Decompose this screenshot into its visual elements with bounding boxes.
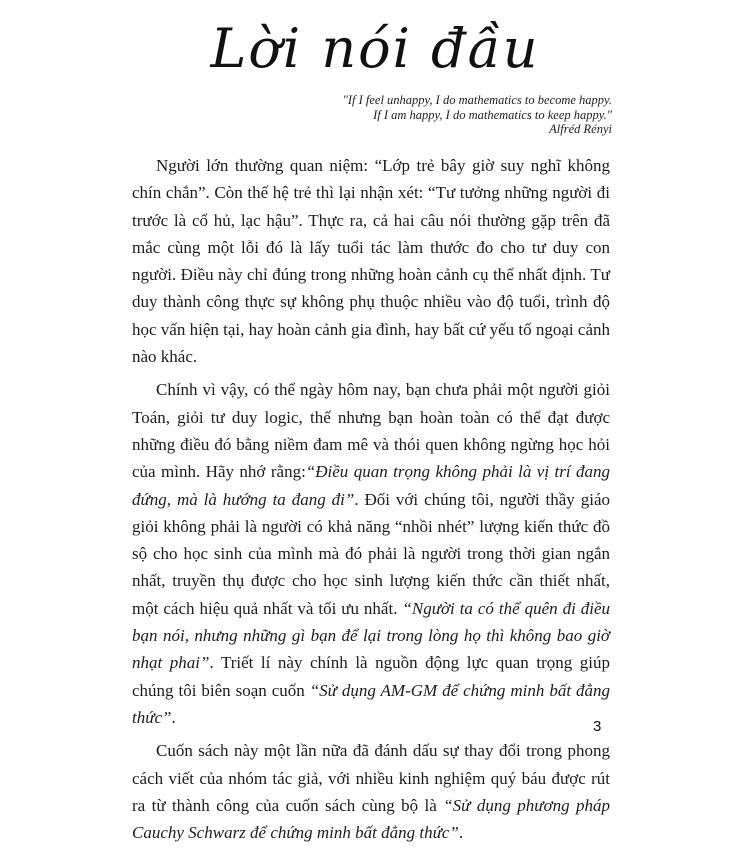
page-title: Lời nói đầu: [210, 17, 540, 80]
italic-quote: “Sử dụng phương pháp Cauchy Schwarz để chứng minh bất đẳng thức”: [132, 795, 610, 843]
text-segment: Cuốn sách này một lần nữa đã đánh dấu sự thay đổi trong phong cách viết của nhóm tác giả, với nhiều kinh nghiệm quý báu được rút ra từ thành công của cuốn sách cùng bộ là: [132, 741, 610, 815]
italic-quote: “Người ta có thể quên đi điều bạn nói, nhưng những gì bạn để lại trong lòng họ thì không bao giờ nhạt phai”: [132, 598, 611, 673]
text-segment: Chính vì vậy, có thể ngày hôm nay, bạn chưa phải một người giỏi Toán, giỏi tư duy logic, thế nhưng bạn hoàn toàn có thể đạt được những điều đó bằng niềm đam mê và thói quen không ngừng học hỏi của mình. Hãy nhớ rằng:: [132, 380, 610, 482]
epigraph-line-1: "If I feel unhappy, I do mathematics to become happy.: [342, 93, 612, 107]
page-number: 3: [593, 718, 602, 735]
epigraph-line-2: If I am happy, I do mathematics to keep happy.": [373, 107, 612, 122]
text-segment: Người lớn thường quan niệm: “Lớp trẻ bây giờ suy nghĩ không chín chắn”. Còn thế hệ trẻ thì lại nhận xét: “Tư tưởng những người đi trước là cổ hủ, lạc hậu”. Thực ra, cả hai câu nói thường gặp trên đã mắc cùng một lỗi đó là lấy tuổi tác làm thước đo cho tư duy con người. Điều này chỉ đúng trong những hoàn cảnh cụ thể nhất định. Tư duy thành công thực sự không phụ thuộc nhiều vào độ tuổi, trình độ học vấn hiện tại, hay hoàn cảnh gia đình, hay bất cứ yếu tố ngoại cảnh nào khác.: [132, 156, 610, 367]
text-segment: .: [171, 707, 176, 727]
epigraph-quote: [343, 93, 612, 137]
text-segment: . Triết lí này chính là nguồn động lực quan trọng giúp chúng tôi biên soạn cuốn: [132, 653, 611, 700]
italic-quote: “Sử dụng AM-GM để chứng minh bất đẳng thức”: [132, 680, 611, 727]
body-text: [132, 152, 610, 852]
paragraph-2: [132, 376, 610, 731]
italic-quote: “Điều quan trọng không phải là vị trí đang đứng, mà là hướng ta đang đi”: [132, 462, 610, 509]
text-segment: .: [458, 823, 464, 843]
text-segment: . Đối với chúng tôi, người thầy giáo giỏi không phải là người có khả năng “nhồi nhét” lượng kiến thức đồ sộ cho học sinh của mình mà đó phải là người trong thời gian ngắn nhất, truyền thụ được cho học sinh lượng kiến thức cần thiết nhất, một cách hiệu quả nhất và tối ưu nhất.: [132, 489, 610, 618]
paragraph-3: [132, 737, 610, 846]
paragraph-1: [132, 152, 610, 370]
epigraph-author: Alfréd Rényi: [549, 122, 612, 136]
